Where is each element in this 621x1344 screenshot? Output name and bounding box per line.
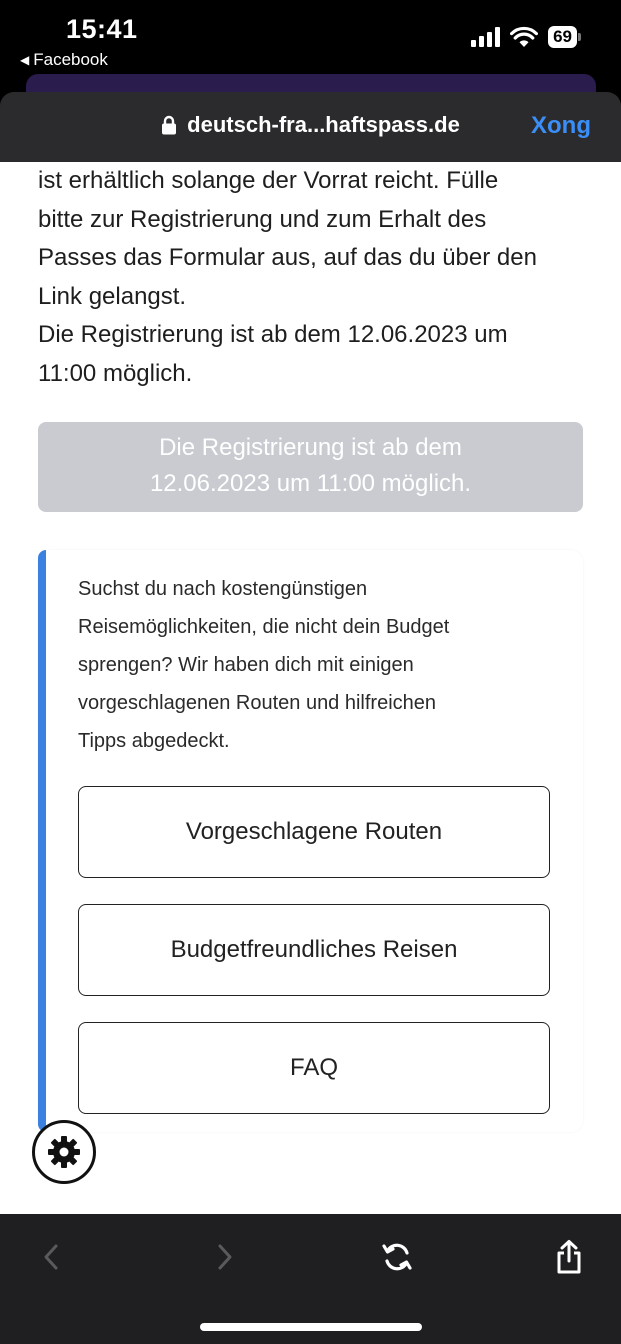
registration-line: 12.06.2023 um 11:00 möglich. — [149, 470, 472, 497]
share-icon — [554, 1239, 584, 1275]
card-accent-bar — [38, 550, 46, 1132]
travel-tips-card — [38, 550, 583, 1132]
status-time: 15:41 — [66, 14, 138, 44]
chevron-right-icon — [215, 1242, 235, 1272]
intro-line: bitte zur Registrierung und zum Erhalt des — [38, 205, 487, 233]
intro-line: Die Registrierung ist ab dem 12.06.2023 um — [38, 321, 508, 348]
card-line: sprengen? Wir haben dich mit einigen — [78, 654, 414, 676]
back-to-app-link[interactable] — [20, 50, 108, 70]
card-line: vorgeschlagenen Routen und hilfreichen — [78, 692, 437, 714]
battery-icon — [548, 26, 581, 48]
cellular-signal-icon — [471, 27, 500, 47]
lock-icon — [161, 115, 177, 135]
browser-url-bar — [0, 92, 621, 162]
intro-line: 11:00 möglich. — [38, 359, 193, 387]
suggested-routes-button[interactable]: Vorgeschlagene Routen — [78, 786, 550, 878]
intro-line: ist erhältlich solange der Vorrat reicht. Fülle — [38, 167, 499, 194]
card-line: Tipps abgedeckt. — [78, 730, 230, 752]
share-button[interactable] — [544, 1232, 594, 1282]
forward-button[interactable] — [200, 1232, 250, 1282]
status-indicators — [471, 26, 581, 48]
card-line: Suchst du nach kostengünstigen — [78, 578, 368, 600]
done-button[interactable]: Xong — [531, 112, 591, 139]
registration-line: Die Registrierung ist ab dem — [159, 434, 462, 461]
chevron-left-icon — [41, 1242, 61, 1272]
faq-button[interactable]: FAQ — [78, 1022, 550, 1114]
settings-button[interactable] — [32, 1120, 96, 1184]
battery-level: 69 — [548, 26, 577, 48]
registration-disabled-button[interactable] — [38, 422, 583, 512]
intro-line: Link gelangst. — [38, 282, 187, 310]
reload-icon — [380, 1240, 414, 1274]
card-line: Reisemöglichkeiten, die nicht dein Budget — [78, 616, 450, 638]
url-domain: deutsch-fra...haftspass.de — [187, 112, 460, 137]
back-triangle-icon: ◀ — [20, 53, 30, 67]
wifi-icon — [510, 26, 538, 48]
intro-paragraph — [38, 162, 588, 393]
back-app-label: Facebook — [33, 50, 108, 69]
card-description — [78, 570, 548, 760]
home-indicator — [200, 1323, 422, 1331]
back-button[interactable] — [26, 1232, 76, 1282]
url-display[interactable] — [0, 112, 621, 138]
gear-icon — [46, 1134, 82, 1170]
intro-line: Passes das Formular aus, auf das du über den — [38, 244, 537, 271]
reload-button[interactable] — [372, 1232, 422, 1282]
web-page-content — [0, 162, 621, 1214]
budget-travel-button[interactable]: Budgetfreundliches Reisen — [78, 904, 550, 996]
